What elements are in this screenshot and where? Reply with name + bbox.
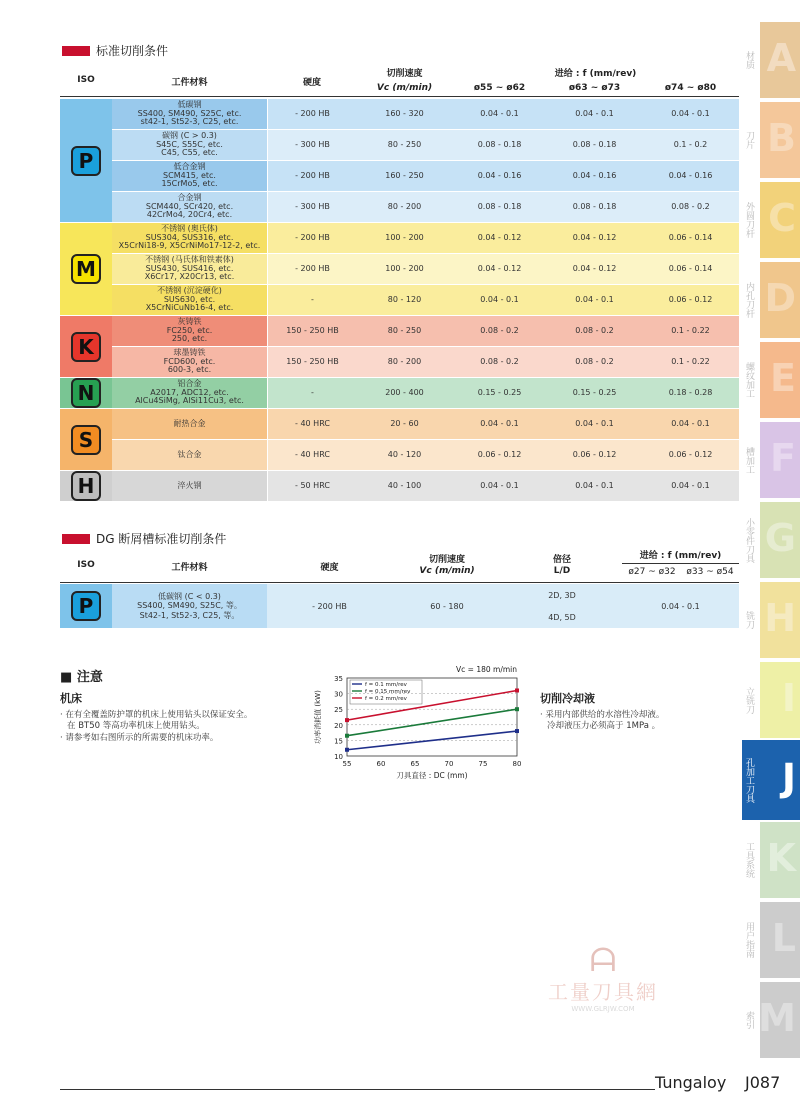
- sidebar-tab-a[interactable]: [742, 20, 800, 100]
- section2-title: DG 断屑槽标准切削条件: [62, 530, 226, 547]
- f3-cell: 0.06 - 0.14: [668, 263, 713, 273]
- table-row: [112, 440, 739, 470]
- machine-notes: · 在有全覆盖防护罩的机床上使用钻头以保证安全。 在 BT50 等高功率机床上使用钻头。 · 请参考如右图所示的所需要的机床功率。: [60, 710, 253, 743]
- material-line: 250, etc.: [171, 334, 208, 344]
- table-row: [112, 316, 739, 346]
- dg-hdr-d1: ø27 ~ ø32: [628, 567, 676, 577]
- tab-label: 刀片: [744, 131, 754, 149]
- hdr-d3: ø74 ~ ø80: [664, 83, 717, 93]
- dg-hdr-speed-unit: Vc (m/min): [419, 566, 475, 576]
- material-cell: [112, 409, 267, 439]
- f2-cell: 0.04 - 0.12: [572, 263, 617, 273]
- f1-cell: 0.15 - 0.25: [477, 387, 522, 397]
- material-cell: [112, 223, 267, 253]
- material-line: 碳钢 (C > 0.3): [162, 131, 217, 141]
- material-line: 合金钢: [177, 193, 202, 203]
- tab-letter: F: [770, 436, 796, 480]
- vc-cell: 80 - 120: [387, 294, 422, 304]
- x-tick-label: 75: [478, 760, 488, 768]
- material-line: FCD600, etc.: [163, 356, 216, 366]
- hardness-cell: - 300 HB: [267, 130, 357, 160]
- notes-title: ■ 注意: [60, 670, 103, 685]
- sidebar-tab-l[interactable]: [742, 900, 800, 980]
- title-bar-icon: [62, 534, 90, 544]
- material-line: 600-3, etc.: [167, 365, 212, 375]
- hdr-speed-unit: Vc (m/min): [376, 83, 433, 93]
- material-line: 不锈钢 (奥氏体): [161, 224, 218, 234]
- dg-row: [112, 584, 739, 628]
- vc-cell: 80 - 200: [387, 201, 422, 211]
- material-line: 淬火钢: [177, 480, 202, 490]
- table-row: [112, 285, 739, 315]
- material-line: 耐热合金: [173, 418, 206, 428]
- tab-label: 工具系统: [744, 842, 754, 878]
- watermark: ᗩ 工量刀具網 WWW.GLRJW.COM: [538, 944, 668, 1013]
- hdr-feed: 进给 : f (mm/rev): [554, 69, 637, 79]
- y-tick-label: 30: [334, 690, 343, 699]
- material-line: 不锈钢 (马氏体和铁素体): [145, 255, 234, 265]
- material-cell: [112, 378, 267, 408]
- iso-cell-k: [60, 316, 112, 377]
- material-cell: [112, 440, 267, 470]
- y-tick-label: 10: [334, 753, 343, 761]
- dg-hdr-ld-unit: L/D: [553, 566, 571, 576]
- f2-cell: 0.04 - 0.12: [572, 232, 617, 242]
- tab-letter: B: [767, 116, 796, 160]
- f3-cell: 0.08 - 0.2: [671, 201, 710, 211]
- f1-cell: 0.04 - 0.12: [477, 263, 522, 273]
- dg-hardness: - 200 HB: [312, 601, 347, 611]
- footer-page: J087: [745, 1073, 781, 1092]
- iso-cell-h: [60, 471, 112, 501]
- f3-cell: 0.04 - 0.1: [671, 108, 710, 118]
- tab-letter: D: [764, 276, 796, 320]
- iso-badge-p: P: [71, 146, 101, 176]
- x-tick-label: 70: [444, 760, 454, 768]
- y-axis-label: 功率消耗值 (kW): [314, 690, 322, 744]
- material-line: 不锈钢 (沉淀硬化): [157, 286, 222, 296]
- title-bar-icon: [62, 46, 90, 56]
- tab-label: 外圆刀杆: [744, 202, 754, 238]
- tab-letter: H: [764, 596, 796, 640]
- x-axis-label: 刀具直径 : DC (mm): [396, 771, 468, 780]
- iso-badge-h: H: [71, 471, 101, 501]
- x-tick-label: 80: [512, 760, 522, 768]
- x-tick-label: 65: [410, 760, 420, 768]
- data-point: [345, 734, 349, 738]
- tab-letter: A: [766, 36, 796, 80]
- material-line: SUS304, SUS316, etc.: [145, 232, 234, 242]
- data-point: [345, 748, 349, 752]
- f1-cell: 0.04 - 0.1: [480, 418, 519, 428]
- dg-iso-cell: [60, 584, 112, 628]
- material-line: SCM440, SCr420, etc.: [145, 201, 234, 211]
- material-line: 低合金钢: [173, 162, 206, 172]
- material-line: 42CrMo4, 20Cr4, etc.: [146, 210, 233, 220]
- vc-cell: 160 - 250: [385, 170, 424, 180]
- material-line: SUS630, etc.: [163, 294, 216, 304]
- hardness-cell: - 200 HB: [267, 254, 357, 284]
- f2-cell: 0.04 - 0.1: [575, 294, 614, 304]
- f2-cell: 0.04 - 0.1: [575, 418, 614, 428]
- vc-cell: 80 - 250: [387, 139, 422, 149]
- dg-hdr-hardness: 硬度: [320, 563, 339, 573]
- tab-label: 用户指南: [744, 922, 754, 958]
- data-point: [345, 718, 349, 722]
- vc-cell: 40 - 120: [387, 449, 422, 459]
- iso-badge-s: S: [71, 425, 101, 455]
- sidebar-tab-b[interactable]: [742, 100, 800, 180]
- tab-label: 槽加工: [744, 446, 754, 474]
- material-line: S45C, S55C, etc.: [156, 139, 223, 149]
- f2-cell: 0.08 - 0.2: [575, 325, 614, 335]
- material-line: 钛合金: [177, 449, 202, 459]
- vc-cell: 100 - 200: [385, 232, 424, 242]
- material-cell: [112, 99, 267, 129]
- tab-letter: E: [770, 356, 796, 400]
- dg-hdr-d2: ø33 ~ ø54: [686, 567, 734, 577]
- coolant-title: 切削冷却液: [540, 692, 595, 705]
- hardness-cell: - 200 HB: [267, 99, 357, 129]
- tab-letter: L: [771, 916, 796, 960]
- dg-hdr-ld: 倍径: [552, 555, 571, 565]
- dg-vc: 60 - 180: [430, 601, 464, 611]
- iso-cell-m: [60, 223, 112, 315]
- header-rule: [60, 96, 739, 97]
- y-tick-label: 20: [334, 721, 343, 730]
- tab-label: 材质: [744, 51, 754, 69]
- f3-cell: 0.06 - 0.12: [668, 449, 713, 459]
- data-point: [515, 729, 519, 733]
- data-point: [515, 688, 519, 692]
- f3-cell: 0.06 - 0.12: [668, 294, 713, 304]
- material-line: X5CrNiCuNb16-4, etc.: [145, 303, 234, 313]
- tab-letter: K: [766, 836, 796, 880]
- dg-hdr-iso: ISO: [77, 560, 95, 570]
- iso-badge-p: P: [71, 591, 101, 621]
- f1-cell: 0.04 - 0.16: [477, 170, 522, 180]
- hardness-cell: - 40 HRC: [267, 409, 357, 439]
- vc-cell: 80 - 250: [387, 325, 422, 335]
- hdr-hardness: 硬度: [302, 78, 321, 88]
- f1-cell: 0.04 - 0.1: [480, 108, 519, 118]
- table-row: [112, 409, 739, 439]
- sidebar-tab-d[interactable]: [742, 260, 800, 340]
- table-row: [112, 347, 739, 377]
- material-line: 铝合金: [177, 379, 202, 389]
- tab-letter: C: [768, 196, 796, 240]
- f1-cell: 0.04 - 0.1: [480, 294, 519, 304]
- legend-label: f = 0.2 mm/rev: [365, 696, 407, 702]
- tab-label: 索引: [744, 1011, 754, 1029]
- f2-cell: 0.06 - 0.12: [572, 449, 617, 459]
- material-line: 低碳钢: [177, 100, 202, 110]
- table-row: [112, 223, 739, 253]
- f3-cell: 0.04 - 0.1: [671, 418, 710, 428]
- tab-label: 小零件刀具: [744, 517, 754, 563]
- f2-cell: 0.04 - 0.16: [572, 170, 617, 180]
- material-line: C45, C55, etc.: [161, 148, 218, 158]
- table-row: [112, 130, 739, 160]
- power-chart: [310, 660, 525, 790]
- material-line: AlCu4SiMg, AlSi11Cu3, etc.: [135, 396, 244, 406]
- material-cell: [112, 347, 267, 377]
- coolant-notes: · 采用内部供给的水溶性冷却液。 冷却液压力必须高于 1MPa 。: [540, 710, 665, 732]
- dg-header-rule: [60, 582, 739, 583]
- hdr-iso: ISO: [77, 75, 95, 85]
- sidebar-tab-c[interactable]: [742, 180, 800, 260]
- f3-cell: 0.04 - 0.16: [668, 170, 713, 180]
- hardness-cell: 150 - 250 HB: [267, 316, 357, 346]
- tab-letter: I: [781, 676, 796, 720]
- f2-cell: 0.04 - 0.1: [575, 480, 614, 490]
- material-line: 球墨铸铁: [173, 348, 206, 358]
- dg-hdr-speed: 切削速度: [428, 555, 465, 565]
- table-row: [112, 161, 739, 191]
- tab-label: 螺纹加工: [744, 362, 754, 398]
- dg-hdr-material: 工件材料: [171, 563, 208, 573]
- f2-cell: 0.08 - 0.2: [575, 356, 614, 366]
- sidebar-tab-g[interactable]: [742, 500, 800, 580]
- dg-ld: 2D, 3D 4D, 5D: [548, 590, 576, 622]
- f2-cell: 0.04 - 0.1: [575, 108, 614, 118]
- material-line: 15CrMo5, etc.: [161, 179, 218, 189]
- f3-cell: 0.1 - 0.2: [673, 139, 708, 149]
- material-cell: [112, 192, 267, 222]
- footer-rule: [60, 1089, 655, 1090]
- iso-badge-n: N: [71, 378, 101, 408]
- y-tick-label: 15: [334, 737, 343, 746]
- sidebar-tab-j[interactable]: [742, 740, 800, 820]
- tab-letter: G: [764, 516, 796, 560]
- f1-cell: 0.08 - 0.18: [477, 201, 522, 211]
- vc-cell: 80 - 200: [387, 356, 422, 366]
- f1-cell: 0.04 - 0.1: [480, 480, 519, 490]
- f1-cell: 0.04 - 0.12: [477, 232, 522, 242]
- material-line: FC250, etc.: [166, 325, 213, 335]
- f3-cell: 0.1 - 0.22: [671, 325, 710, 335]
- dg-material: 低碳钢 (C < 0.3) SS400, SM490, S25C, 等。 St42-1, St52-3, C25, 等。: [112, 584, 267, 628]
- hardness-cell: - 300 HB: [267, 192, 357, 222]
- table-row: [112, 378, 739, 408]
- table-row: [112, 99, 739, 129]
- f1-cell: 0.06 - 0.12: [477, 449, 522, 459]
- tab-letter: J: [781, 756, 796, 800]
- iso-cell-s: [60, 409, 112, 470]
- material-cell: [112, 254, 267, 284]
- hardness-cell: - 50 HRC: [267, 471, 357, 501]
- material-line: st42-1, St52-3, C25, etc.: [140, 117, 239, 127]
- f1-cell: 0.08 - 0.18: [477, 139, 522, 149]
- iso-cell-n: [60, 378, 112, 408]
- material-cell: [112, 130, 267, 160]
- table-row: [112, 254, 739, 284]
- watermark-logo-icon: ᗩ: [589, 941, 617, 979]
- material-cell: [112, 161, 267, 191]
- hardness-cell: -: [267, 285, 357, 315]
- f1-cell: 0.08 - 0.2: [480, 325, 519, 335]
- dg-hdr-feed: 进给 : f (mm/rev): [622, 548, 739, 564]
- vc-cell: 200 - 400: [385, 387, 424, 397]
- f2-cell: 0.15 - 0.25: [572, 387, 617, 397]
- y-tick-label: 35: [334, 675, 343, 683]
- section1-title: 标准切削条件: [62, 42, 168, 59]
- x-tick-label: 55: [342, 760, 352, 768]
- hardness-cell: - 200 HB: [267, 161, 357, 191]
- tab-label: 孔加工刀具: [744, 757, 754, 803]
- material-line: A2017, ADC12, etc.: [150, 387, 229, 397]
- legend-label: f = 0.15 mm/rev: [365, 689, 411, 695]
- tab-label: 铣刀: [744, 611, 754, 629]
- vc-cell: 20 - 60: [390, 418, 419, 428]
- vc-cell: 40 - 100: [387, 480, 422, 490]
- material-line: SUS430, SUS416, etc.: [145, 263, 234, 273]
- hdr-d2: ø63 ~ ø73: [568, 83, 621, 93]
- vc-cell: 160 - 320: [385, 108, 424, 118]
- material-line: X5CrNi18-9, X5CrNiMo17-12-2, etc.: [118, 241, 261, 251]
- iso-badge-m: M: [71, 254, 101, 284]
- hdr-material: 工件材料: [171, 78, 208, 88]
- material-line: X6Cr17, X20Cr13, etc.: [144, 272, 235, 282]
- material-line: SS400, SM490, S25C, etc.: [137, 108, 242, 118]
- sidebar-tab-k[interactable]: [742, 820, 800, 900]
- chart-title: Vc = 180 m/min: [456, 665, 517, 674]
- hdr-d1: ø55 ~ ø62: [473, 83, 526, 93]
- sidebar-tab-e[interactable]: [742, 340, 800, 420]
- table-row: [112, 192, 739, 222]
- f3-cell: 0.04 - 0.1: [671, 480, 710, 490]
- hardness-cell: -: [267, 378, 357, 408]
- hardness-cell: - 40 HRC: [267, 440, 357, 470]
- iso-badge-k: K: [71, 332, 101, 362]
- material-cell: [112, 316, 267, 346]
- iso-cell-p: [60, 99, 112, 222]
- material-line: 灰铸铁: [177, 317, 202, 327]
- material-cell: [112, 471, 267, 501]
- sidebar-tab-m[interactable]: [742, 980, 800, 1060]
- f2-cell: 0.08 - 0.18: [572, 139, 617, 149]
- material-line: SCM415, etc.: [163, 170, 216, 180]
- f3-cell: 0.06 - 0.14: [668, 232, 713, 242]
- f1-cell: 0.08 - 0.2: [480, 356, 519, 366]
- footer-brand: Tungaloy: [655, 1073, 727, 1092]
- x-tick-label: 60: [376, 760, 386, 768]
- machine-title: 机床: [60, 692, 82, 705]
- sidebar-tab-i[interactable]: [742, 660, 800, 740]
- material-cell: [112, 285, 267, 315]
- hardness-cell: 150 - 250 HB: [267, 347, 357, 377]
- dg-feed: 0.04 - 0.1: [661, 601, 700, 611]
- hdr-speed: 切削速度: [386, 69, 423, 79]
- table-row: [112, 471, 739, 501]
- legend-label: f = 0.1 mm/rev: [365, 682, 407, 688]
- data-point: [515, 707, 519, 711]
- y-tick-label: 25: [334, 706, 343, 715]
- tab-label: 内孔刀杆: [744, 282, 754, 318]
- sidebar-tab-h[interactable]: [742, 580, 800, 660]
- f3-cell: 0.1 - 0.22: [671, 356, 710, 366]
- sidebar-tab-f[interactable]: [742, 420, 800, 500]
- hardness-cell: - 200 HB: [267, 223, 357, 253]
- tab-label: 立铣刀: [744, 686, 754, 714]
- f2-cell: 0.08 - 0.18: [572, 201, 617, 211]
- vc-cell: 100 - 200: [385, 263, 424, 273]
- tab-letter: M: [758, 996, 796, 1040]
- f3-cell: 0.18 - 0.28: [668, 387, 713, 397]
